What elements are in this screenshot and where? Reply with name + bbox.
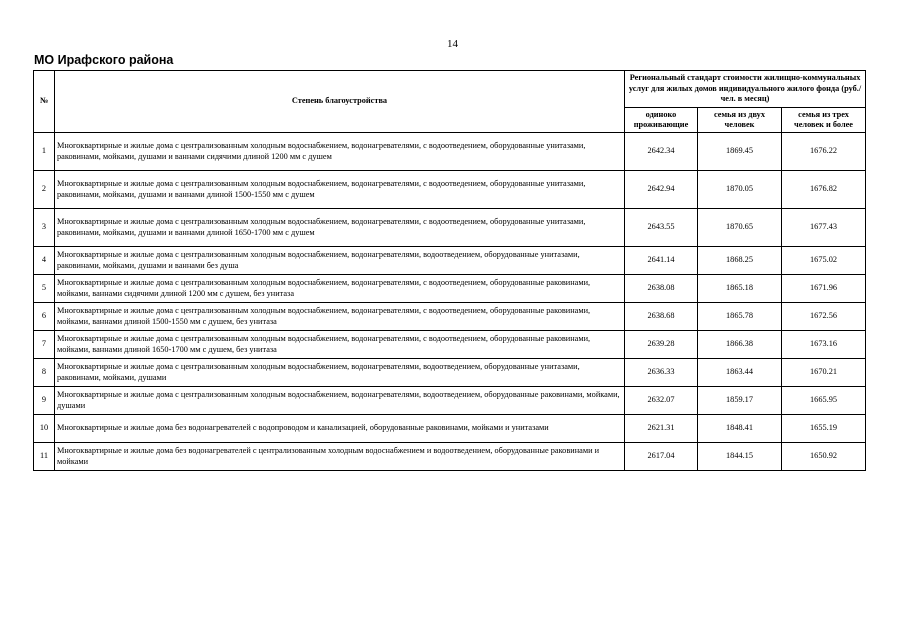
row-value-single: 2617.04 bbox=[625, 443, 698, 471]
row-description: Многоквартирные и жилые дома с централизованным холодным водоснабжением, водонагревателями, водоотведением, оборудованные унитазами, раковинами, мойками, душами bbox=[55, 359, 625, 387]
row-value-family-two: 1866.38 bbox=[698, 331, 782, 359]
page-number: 14 bbox=[447, 38, 458, 50]
row-value-family-three: 1676.82 bbox=[782, 171, 866, 209]
row-number: 4 bbox=[34, 247, 55, 275]
row-description: Многоквартирные и жилые дома с централизованным холодным водоснабжением, водонагревателями, водоотведением, оборудованные раковинами, мойками, душами bbox=[55, 387, 625, 415]
row-value-single: 2636.33 bbox=[625, 359, 698, 387]
row-value-family-three: 1655.19 bbox=[782, 415, 866, 443]
row-number: 2 bbox=[34, 171, 55, 209]
row-value-single: 2642.94 bbox=[625, 171, 698, 209]
table-row bbox=[34, 303, 866, 331]
row-description: Многоквартирные и жилые дома с централизованным холодным водоснабжением, водонагревателями, водоотведением, оборудованные унитазами, раковинами, мойками, душами и ваннами без душа bbox=[55, 247, 625, 275]
row-value-single: 2639.28 bbox=[625, 331, 698, 359]
row-value-single: 2638.68 bbox=[625, 303, 698, 331]
row-value-family-three: 1665.95 bbox=[782, 387, 866, 415]
row-description: Многоквартирные и жилые дома с централизованным холодным водоснабжением, водонагревателями, с водоотведением, оборудованные унитазами, раковинами, мойками, душами и ваннами сидячими длиной 1200 мм с душем bbox=[55, 133, 625, 171]
row-value-family-two: 1844.15 bbox=[698, 443, 782, 471]
header-number: № bbox=[34, 71, 55, 133]
row-number: 9 bbox=[34, 387, 55, 415]
row-value-family-three: 1673.16 bbox=[782, 331, 866, 359]
table-row bbox=[34, 359, 866, 387]
row-number: 11 bbox=[34, 443, 55, 471]
row-description: Многоквартирные и жилые дома с централизованным холодным водоснабжением, водонагревателями, с водоотведением, оборудованные унитазами, раковинами, мойками, душами и ваннами длиной 1500-1550 мм с душем bbox=[55, 171, 625, 209]
row-value-family-three: 1677.43 bbox=[782, 209, 866, 247]
row-number: 1 bbox=[34, 133, 55, 171]
row-description: Многоквартирные и жилые дома с централизованным холодным водоснабжением, водонагревателями, с водоотведением, оборудованные раковинами, мойками, ваннами длиной 1650-1700 мм с душем, без унитаза bbox=[55, 331, 625, 359]
table-row bbox=[34, 275, 866, 303]
header-single: одиноко проживающие bbox=[625, 108, 698, 133]
row-description: Многоквартирные и жилые дома с централизованным холодным водоснабжением, водонагревателями, с водоотведением, оборудованные раковинами, мойками, ваннами длиной 1500-1550 мм с душем, без унитаза bbox=[55, 303, 625, 331]
table-row bbox=[34, 331, 866, 359]
row-value-family-three: 1675.02 bbox=[782, 247, 866, 275]
row-value-family-two: 1863.44 bbox=[698, 359, 782, 387]
table-row bbox=[34, 415, 866, 443]
row-description: Многоквартирные и жилые дома с централизованным холодным водоснабжением, водонагревателями, с водоотведением, оборудованные унитазами, раковинами, мойками, душами и ваннами длиной 1650-1700 мм с душем bbox=[55, 209, 625, 247]
table-row bbox=[34, 247, 866, 275]
row-description: Многоквартирные и жилые дома без водонагревателей с водопроводом и канализацией, оборудованные раковинами, мойками и унитазами bbox=[55, 415, 625, 443]
row-value-single: 2643.55 bbox=[625, 209, 698, 247]
header-family-two: семья из двух человек bbox=[698, 108, 782, 133]
row-value-family-two: 1865.18 bbox=[698, 275, 782, 303]
row-value-single: 2632.07 bbox=[625, 387, 698, 415]
row-description: Многоквартирные и жилые дома с централизованным холодным водоснабжением, водонагревателями, с водоотведением, оборудованные раковинами, мойками, ваннами сидячими длиной 1200 мм с душем, без унитаза bbox=[55, 275, 625, 303]
table-row bbox=[34, 133, 866, 171]
row-value-single: 2621.31 bbox=[625, 415, 698, 443]
row-value-family-two: 1869.45 bbox=[698, 133, 782, 171]
row-value-family-three: 1670.21 bbox=[782, 359, 866, 387]
row-number: 3 bbox=[34, 209, 55, 247]
table-row bbox=[34, 443, 866, 471]
table-row bbox=[34, 171, 866, 209]
row-value-family-three: 1650.92 bbox=[782, 443, 866, 471]
row-value-family-two: 1865.78 bbox=[698, 303, 782, 331]
row-description: Многоквартирные и жилые дома без водонагревателей с централизованным холодным водоснабжением и водоотведением, оборудованные раковинами и мойками bbox=[55, 443, 625, 471]
document-title: МО Ирафского района bbox=[34, 53, 174, 67]
row-value-family-two: 1870.65 bbox=[698, 209, 782, 247]
header-family-three: семья из трех человек и более bbox=[782, 108, 866, 133]
row-value-single: 2641.14 bbox=[625, 247, 698, 275]
row-value-family-three: 1676.22 bbox=[782, 133, 866, 171]
row-number: 7 bbox=[34, 331, 55, 359]
row-value-family-two: 1848.41 bbox=[698, 415, 782, 443]
row-value-family-two: 1870.05 bbox=[698, 171, 782, 209]
row-number: 6 bbox=[34, 303, 55, 331]
row-value-family-three: 1672.56 bbox=[782, 303, 866, 331]
header-standard: Региональный стандарт стоимости жилищно-коммунальных услуг для жилых домов индивидуального жилого фонда (руб./чел. в месяц) bbox=[625, 71, 866, 108]
table-row bbox=[34, 209, 866, 247]
header-degree: Степень благоустройства bbox=[55, 71, 625, 133]
row-value-single: 2642.34 bbox=[625, 133, 698, 171]
row-value-single: 2638.08 bbox=[625, 275, 698, 303]
table-row bbox=[34, 387, 866, 415]
row-value-family-three: 1671.96 bbox=[782, 275, 866, 303]
row-value-family-two: 1868.25 bbox=[698, 247, 782, 275]
row-number: 8 bbox=[34, 359, 55, 387]
tariff-table bbox=[33, 70, 866, 471]
row-number: 10 bbox=[34, 415, 55, 443]
row-number: 5 bbox=[34, 275, 55, 303]
row-value-family-two: 1859.17 bbox=[698, 387, 782, 415]
